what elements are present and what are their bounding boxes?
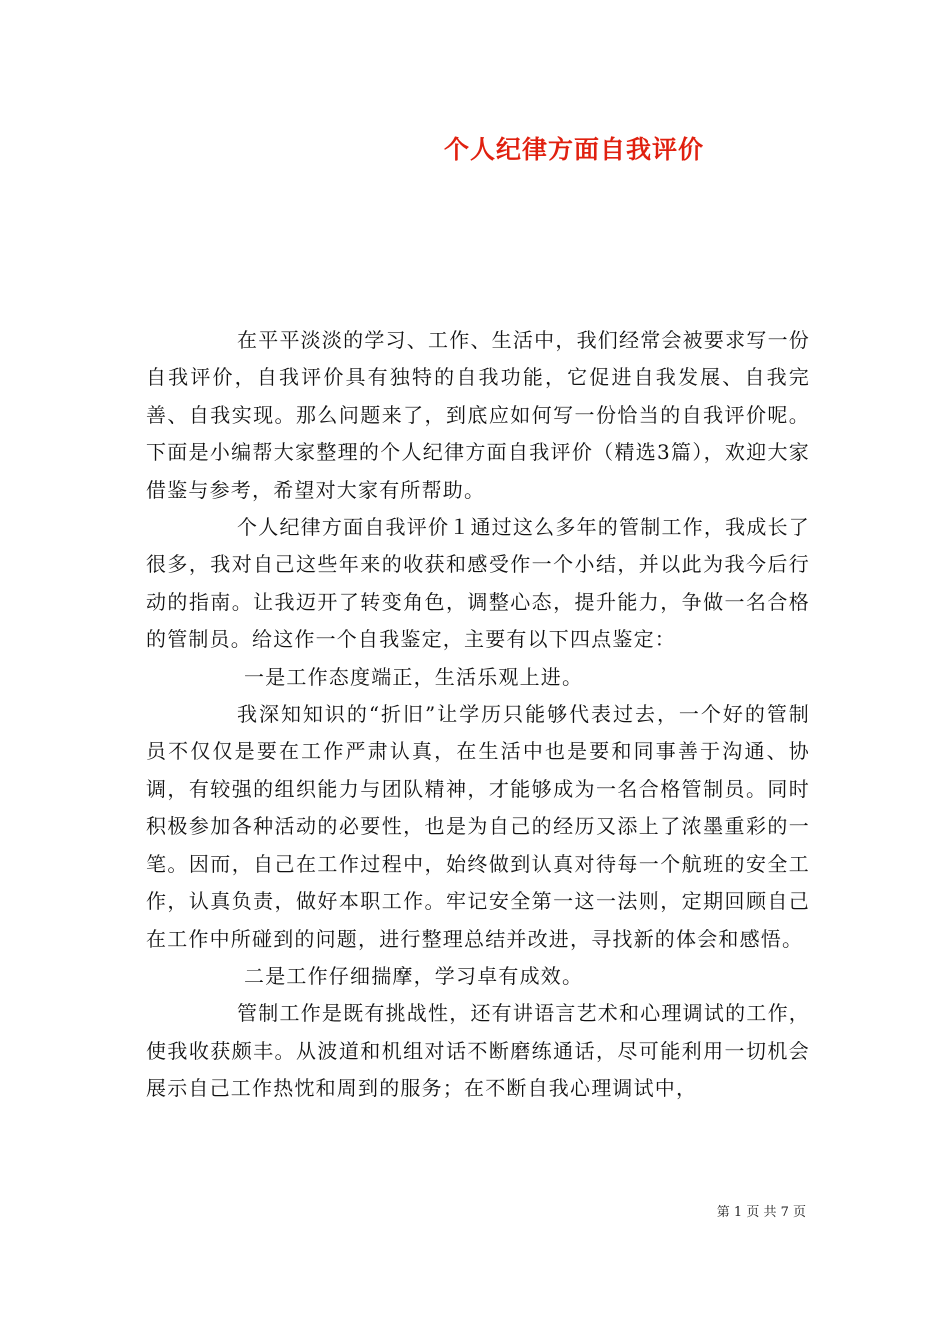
evaluation-1-paragraph: 个人纪律方面自我评价１通过这么多年的管制工作，我成长了很多，我对自己这些年来的收获和感受作一个小结，并以此为我今后行动的指南。让我迈开了转变角色，调整心态，提升能力，争做一名合格的管制员。给这作一个自我鉴定，主要有以下四点鉴定： xyxy=(146,515,810,652)
document-title: 个人纪律方面自我评价 xyxy=(443,135,704,164)
point-one-paragraph: 我深知知识的“折旧”让学历只能够代表过去，一个好的管制员不仅仅是要在工作严肃认真，在生活中也是要和同事善于沟通、协调，有较强的组织能力与团队精神，才能够成为一名合格管制员。同时积极参加各种活动的必要性，也是为自己的经历又添上了浓墨重彩的一笔。因而，自己在工作过程中，始终做到认真对待每一个航班的安全工作，认真负责，做好本职工作。牢记安全第一这一法则，定期回顾自己在工作中所碰到的问题，进行整理总结并改进，寻找新的体会和感悟。 xyxy=(146,702,810,951)
point-two-paragraph: 管制工作是既有挑战性，还有讲语言艺术和心理调试的工作，使我收获颇丰。从波道和机组对话不断磨练通话，尽可能利用一切机会展示自己工作热忱和周到的服务；在不断自我心理调试中， xyxy=(146,1001,810,1101)
document-body xyxy=(146,322,810,1108)
page-number-footer: 第 1 页 共 7 页 xyxy=(716,1205,806,1220)
intro-paragraph: 在平平淡淡的学习、工作、生活中，我们经常会被要求写一份自我评价，自我评价具有独特的自我功能，它促进自我发展、自我完善、自我实现。那么问题来了，到底应如何写一份恰当的自我评价呢。下面是小编帮大家整理的个人纪律方面自我评价（精选3篇），欢迎大家借鉴与参考，希望对大家有所帮助。 xyxy=(146,328,810,502)
point-two-heading: 二是工作仔细揣摩，学习卓有成效。 xyxy=(244,963,584,988)
point-one-heading: 一是工作态度端正，生活乐观上进。 xyxy=(244,664,584,689)
